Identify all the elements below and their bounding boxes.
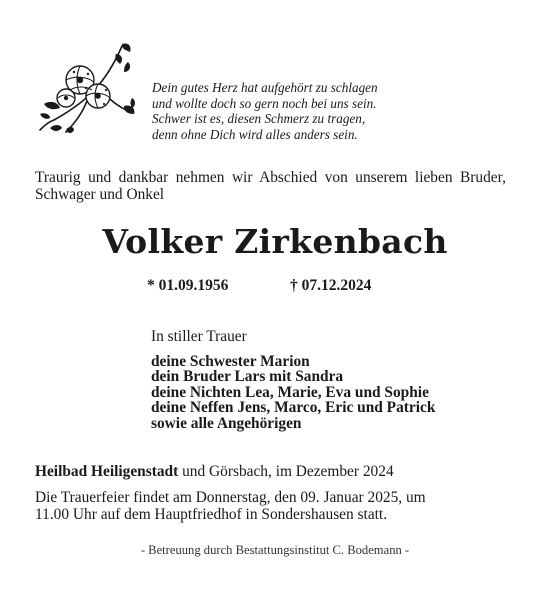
service-line: Die Trauerfeier findet am Donnerstag, den 09. Januar 2025, um	[35, 489, 426, 506]
mourner-line: deine Nichten Lea, Marie, Eva und Sophie	[151, 383, 429, 401]
place-date: und Görsbach, im Dezember 2024	[178, 463, 394, 480]
service-info	[35, 489, 515, 523]
place-and-date	[35, 463, 515, 481]
service-line: 11.00 Uhr auf dem Hauptfriedhof in Sondershausen statt.	[35, 506, 388, 523]
mourning-label: In stiller Trauer	[151, 328, 247, 345]
poem	[152, 80, 512, 142]
mourner-line: deine Neffen Jens, Marco, Eric und Patrick	[151, 399, 436, 417]
poem-line: Schwer ist es, diesen Schmerz zu tragen,	[152, 111, 366, 126]
poem-line: denn ohne Dich wird alles anders sein.	[152, 126, 358, 142]
poem-line: Dein gutes Herz hat aufgehört zu schlagen	[152, 80, 378, 95]
funeral-home-credit: - Betreuung durch Bestattungsinstitut C. Bodemann -	[140, 543, 410, 557]
mourner-line: deine Schwester Marion	[151, 353, 310, 370]
flower-branch-icon	[36, 40, 142, 140]
mourner-line: sowie alle Angehörigen	[151, 414, 302, 432]
place-name: Heilbad Heiligenstadt	[35, 463, 179, 480]
deceased-name: Volker Zirkenbach	[102, 222, 448, 261]
birth-date: * 01.09.1956	[147, 277, 229, 294]
mourners-list	[151, 354, 521, 431]
poem-line: und wollte doch so gern noch bei uns sein.	[152, 95, 377, 111]
intro-text: Traurig und dankbar nehmen wir Abschied von unserem lieben Bruder, Schwager und Onkel	[35, 169, 506, 203]
mourner-line: dein Bruder Lars mit Sandra	[151, 368, 344, 386]
death-date: † 07.12.2024	[290, 277, 372, 294]
life-dates	[0, 277, 550, 297]
